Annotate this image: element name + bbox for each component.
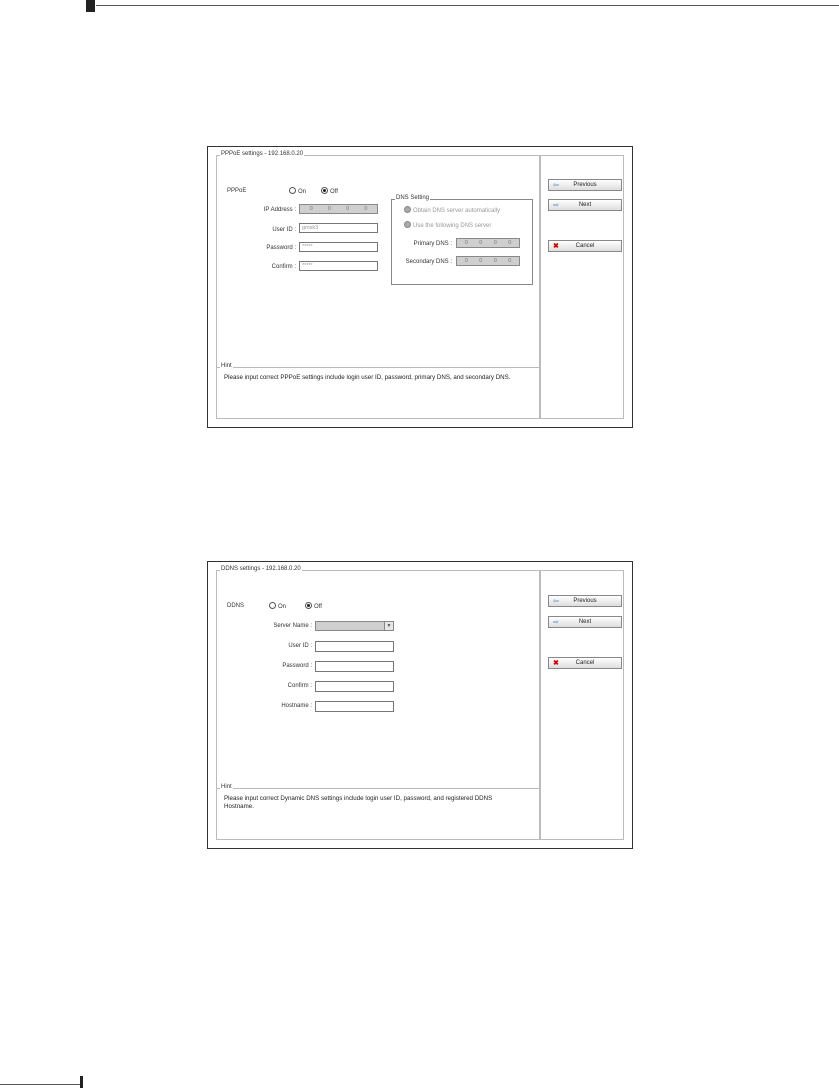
footer-rule [0, 1084, 80, 1085]
cancel-button[interactable]: ✖ Cancel [548, 657, 622, 669]
dns-manual-radio[interactable]: Use the following DNS server [404, 222, 491, 229]
hint-title: Hint [221, 363, 232, 369]
pppoe-settings-panel [216, 151, 541, 419]
hint-text: Please input correct PPPoE settings include login user ID, password, primary DNS, and secondary DNS. [224, 374, 511, 381]
dns-setting-group [391, 195, 533, 285]
confirm-input[interactable] [315, 681, 394, 692]
hint-title: Hint [221, 784, 232, 790]
ip-address-field: 0 0 0 0 [299, 204, 378, 214]
previous-button[interactable]: ⇦ Previous [548, 595, 622, 607]
server-name-select[interactable] [315, 621, 394, 631]
radio-off-icon [289, 187, 296, 194]
close-icon: ✖ [553, 660, 559, 667]
ddns-settings-window [207, 561, 633, 849]
confirm-input[interactable]: ***** [299, 261, 378, 271]
pppoe-label: PPPoE [227, 188, 247, 194]
button-panel [539, 570, 624, 840]
ddns-label: DDNS [227, 603, 245, 609]
confirm-label: Confirm : [271, 264, 296, 270]
button-panel [539, 155, 624, 419]
previous-button[interactable]: ⇦ Previous [548, 179, 622, 191]
primary-dns-label: Primary DNS : [413, 241, 452, 247]
dns-setting-title: DNS Setting [396, 195, 430, 201]
radio-off-icon [269, 602, 276, 609]
radio-disabled-icon [404, 206, 411, 213]
ddns-panel-title: DDNS settings - 192.168.0.20 [221, 566, 301, 572]
ddns-settings-panel [216, 566, 541, 840]
secondary-dns-field: 0 0 0 0 [456, 256, 520, 266]
radio-on-icon [321, 187, 328, 194]
hint-panel [217, 784, 540, 839]
pppoe-panel-title: PPPoE settings - 192.168.0.20 [221, 151, 304, 157]
header-marker [86, 0, 95, 12]
password-input[interactable]: ***** [299, 242, 378, 252]
radio-on-icon [305, 602, 312, 609]
next-button[interactable]: ⇨ Next [548, 199, 622, 211]
next-button[interactable]: ⇨ Next [548, 616, 622, 628]
hint-panel [217, 363, 540, 418]
hostname-label: Hostname : [281, 703, 312, 709]
chevron-down-icon: ▼ [384, 622, 393, 630]
pppoe-on-radio[interactable]: On [289, 188, 306, 195]
hostname-input[interactable] [315, 701, 394, 712]
user-id-label: User ID : [288, 643, 312, 649]
ip-address-label: IP Address : [263, 207, 296, 213]
radio-disabled-icon [404, 221, 411, 228]
pppoe-settings-window [207, 146, 633, 428]
secondary-dns-label: Secondary DNS : [405, 259, 452, 265]
confirm-label: Confirm : [287, 683, 312, 689]
arrow-left-icon: ⇦ [553, 182, 559, 189]
cancel-button[interactable]: ✖ Cancel [548, 240, 622, 252]
header-rule [96, 5, 839, 6]
password-label: Password : [282, 663, 312, 669]
arrow-right-icon: ⇨ [553, 619, 559, 626]
user-id-input[interactable]: gmsk3 [299, 223, 378, 233]
ddns-off-radio[interactable]: Off [305, 603, 322, 610]
user-id-input[interactable] [315, 641, 394, 652]
password-label: Password : [266, 245, 296, 251]
user-id-label: User ID : [272, 227, 296, 233]
pppoe-off-radio[interactable]: Off [321, 188, 338, 195]
dns-auto-radio[interactable]: Obtain DNS server automatically [404, 207, 500, 214]
hint-text: Please input correct Dynamic DNS settings include login user ID, password, and registered DDNS Hostname. [224, 795, 493, 810]
arrow-right-icon: ⇨ [553, 202, 559, 209]
primary-dns-field: 0 0 0 0 [456, 238, 520, 248]
footer-marker [80, 1076, 83, 1088]
close-icon: ✖ [553, 243, 559, 250]
password-input[interactable] [315, 661, 394, 672]
arrow-left-icon: ⇦ [553, 598, 559, 605]
server-name-label: Server Name : [273, 623, 312, 629]
ddns-on-radio[interactable]: On [269, 603, 286, 610]
